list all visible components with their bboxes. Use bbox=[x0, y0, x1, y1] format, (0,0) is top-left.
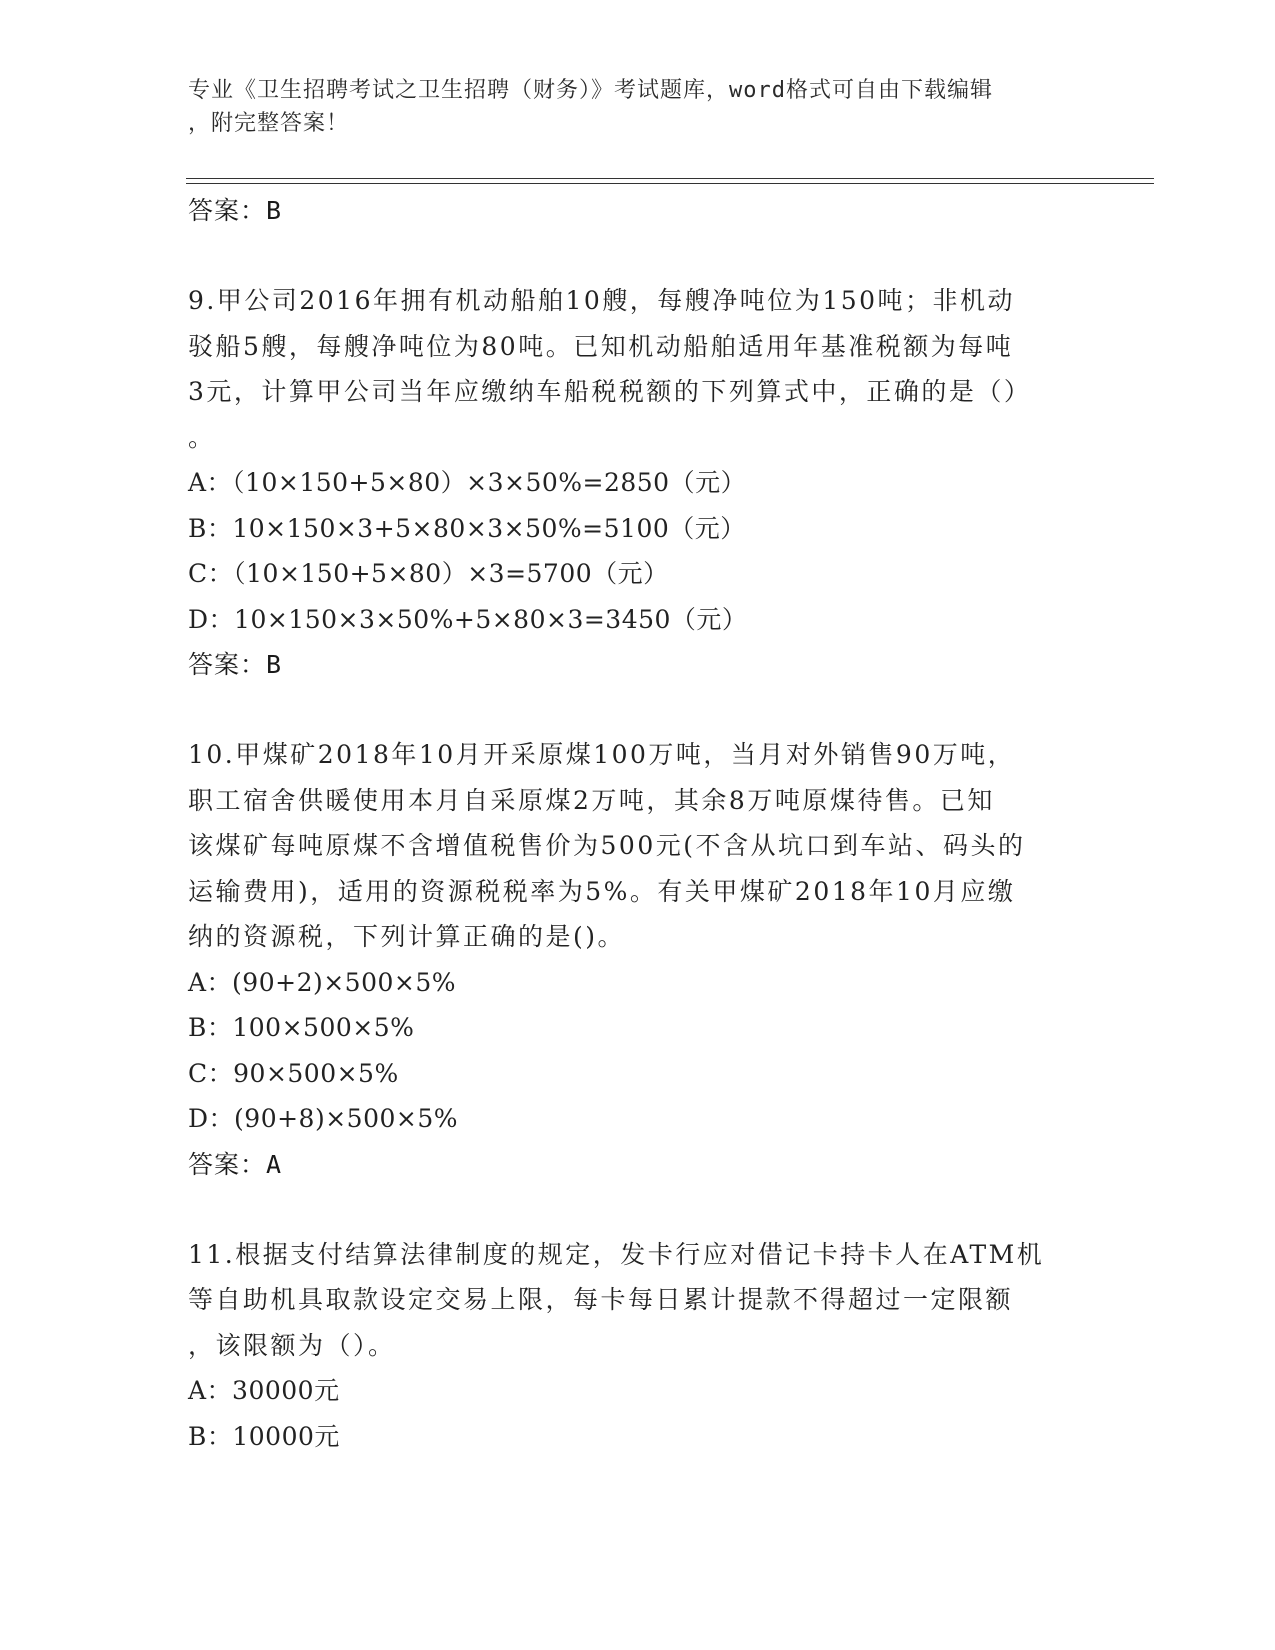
stem-line: 职工宿舍供暖使用本月自采原煤2万吨，其余8万吨原煤待售。已知 bbox=[188, 785, 995, 815]
spacer bbox=[188, 1188, 1088, 1232]
header-line-1: 专业《卫生招聘考试之卫生招聘（财务）》考试题库，word格式可自由下载编辑 bbox=[188, 78, 993, 103]
question-10-answer: 答案：A bbox=[188, 1149, 283, 1179]
question-9 bbox=[188, 278, 1088, 688]
stem-line: 11.根据支付结算法律制度的规定，发卡行应对借记卡持卡人在ATM机 bbox=[188, 1239, 1045, 1269]
stem-line: 。 bbox=[188, 422, 216, 452]
stem-line: 9.甲公司2016年拥有机动船舶10艘，每艘净吨位为150吨；非机动 bbox=[188, 286, 1016, 315]
stem-line: 驳船5艘，每艘净吨位为80吨。已知机动船舶适用年基准税额为每吨 bbox=[188, 331, 1014, 361]
question-10-option-a: A：(90+2)×500×5% bbox=[188, 967, 456, 997]
question-9-option-a: A：（10×150+5×80）×3×50%=2850（元） bbox=[188, 468, 747, 497]
stem-line: 该煤矿每吨原煤不含增值税售价为500元(不含从坑口到车站、码头的 bbox=[188, 831, 1026, 860]
stem-line: 运输费用)，适用的资源税税率为5%。有关甲煤矿2018年10月应缴 bbox=[188, 876, 1016, 906]
question-10-option-b: B：100×500×5% bbox=[188, 1013, 415, 1042]
document-body bbox=[188, 188, 1088, 1459]
stem-line: 纳的资源税，下列计算正确的是()。 bbox=[188, 922, 626, 951]
header-rule-bottom bbox=[186, 183, 1154, 184]
stem-line: 等自助机具取款设定交易上限，每卡每日累计提款不得超过一定限额 bbox=[188, 1285, 1014, 1314]
question-9-option-c: C：（10×150+5×80）×3=5700（元） bbox=[188, 559, 669, 588]
question-9-option-b: B：10×150×3+5×80×3×50%=5100（元） bbox=[188, 513, 746, 543]
stem-line: 10.甲煤矿2018年10月开采原煤100万吨，当月对外销售90万吨， bbox=[188, 740, 1016, 769]
question-9-answer: 答案：B bbox=[188, 650, 283, 679]
answer-previous-question: 答案：B bbox=[188, 196, 283, 225]
header-rule-top bbox=[186, 178, 1154, 179]
spacer bbox=[188, 234, 1088, 278]
question-10-option-d: D：(90+8)×500×5% bbox=[188, 1104, 458, 1133]
page-header bbox=[188, 74, 1088, 140]
spacer bbox=[188, 688, 1088, 732]
question-11-option-a: A：30000元 bbox=[188, 1376, 340, 1405]
question-11 bbox=[188, 1232, 1088, 1460]
question-11-stem bbox=[188, 1232, 1088, 1369]
question-10 bbox=[188, 732, 1088, 1188]
question-10-stem bbox=[188, 732, 1088, 960]
stem-line: ，该限额为（）。 bbox=[188, 1330, 396, 1360]
question-10-option-c: C：90×500×5% bbox=[188, 1058, 399, 1088]
question-11-option-b: B：10000元 bbox=[188, 1421, 340, 1451]
header-line-2: ，附完整答案！ bbox=[188, 111, 350, 136]
question-9-stem bbox=[188, 278, 1088, 460]
stem-line: 3元，计算甲公司当年应缴纳车船税税额的下列算式中，正确的是（） bbox=[188, 377, 1032, 406]
question-9-option-d: D：10×150×3×50%+5×80×3=3450（元） bbox=[188, 604, 748, 634]
